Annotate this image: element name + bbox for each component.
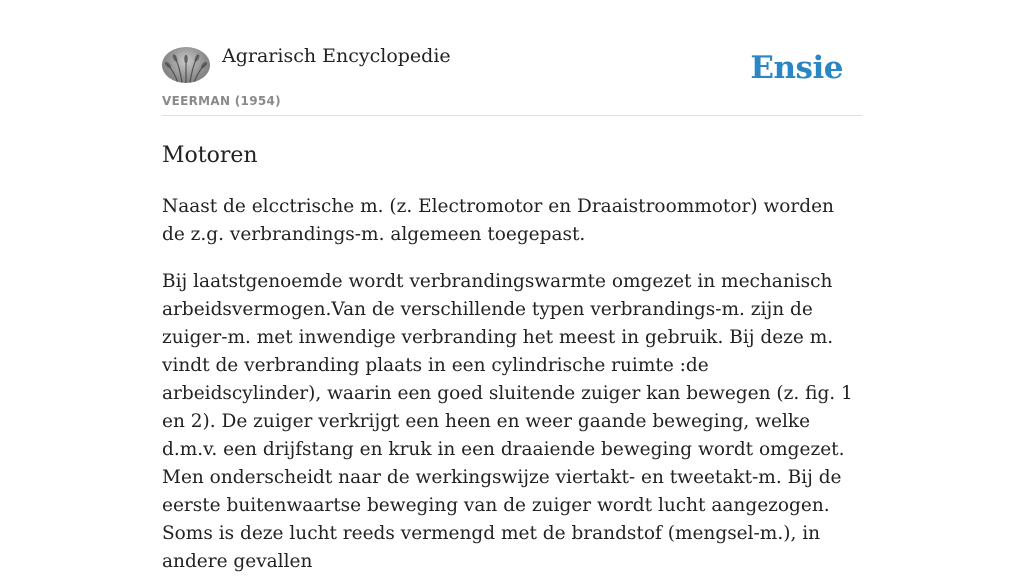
page-title: Motoren [162,143,258,168]
header [162,0,862,116]
article-paragraph-1: Naast de elcctrische m. (z. Electromotor en Draaistroommotor) worden de z.g. verbrandings-m. algemeen toegepast. [162,196,834,245]
brand-logo[interactable]: Ensie [750,50,843,86]
author-label: VEERMAN (1954) [162,94,281,108]
wheat-icon[interactable] [162,47,210,83]
book-title[interactable]: Agrarisch Encyclopedie [222,45,451,67]
article-paragraph-2: Bij laatstgenoemde wordt verbrandingswarmte omgezet in mechanisch arbeidsvermogen.Van de verschillende typen verbrandings-m. zijn de zuiger-m. met inwendige verbranding het meest in gebruik. Bij deze m. vindt de verbranding plaats in een cylindrische ruimte :de arbeidscylinder), waarin een goed sluitende zuiger kan bewegen (z. fig. 1 en 2). De zuiger verkrijgt een heen en weer gaande beweging, welke d.m.v. een drijfstang en kruk in een draaiende beweging wordt omgezet. Men onderscheidt naar de werkingswijze viertakt- en tweetakt-m. Bij de eerste buitenwaartse beweging van de zuiger wordt lucht aangezogen. Soms is deze lucht reeds vermengd met de brandstof (mengsel-m.), in andere gevallen [162,271,853,572]
page [162,0,862,576]
